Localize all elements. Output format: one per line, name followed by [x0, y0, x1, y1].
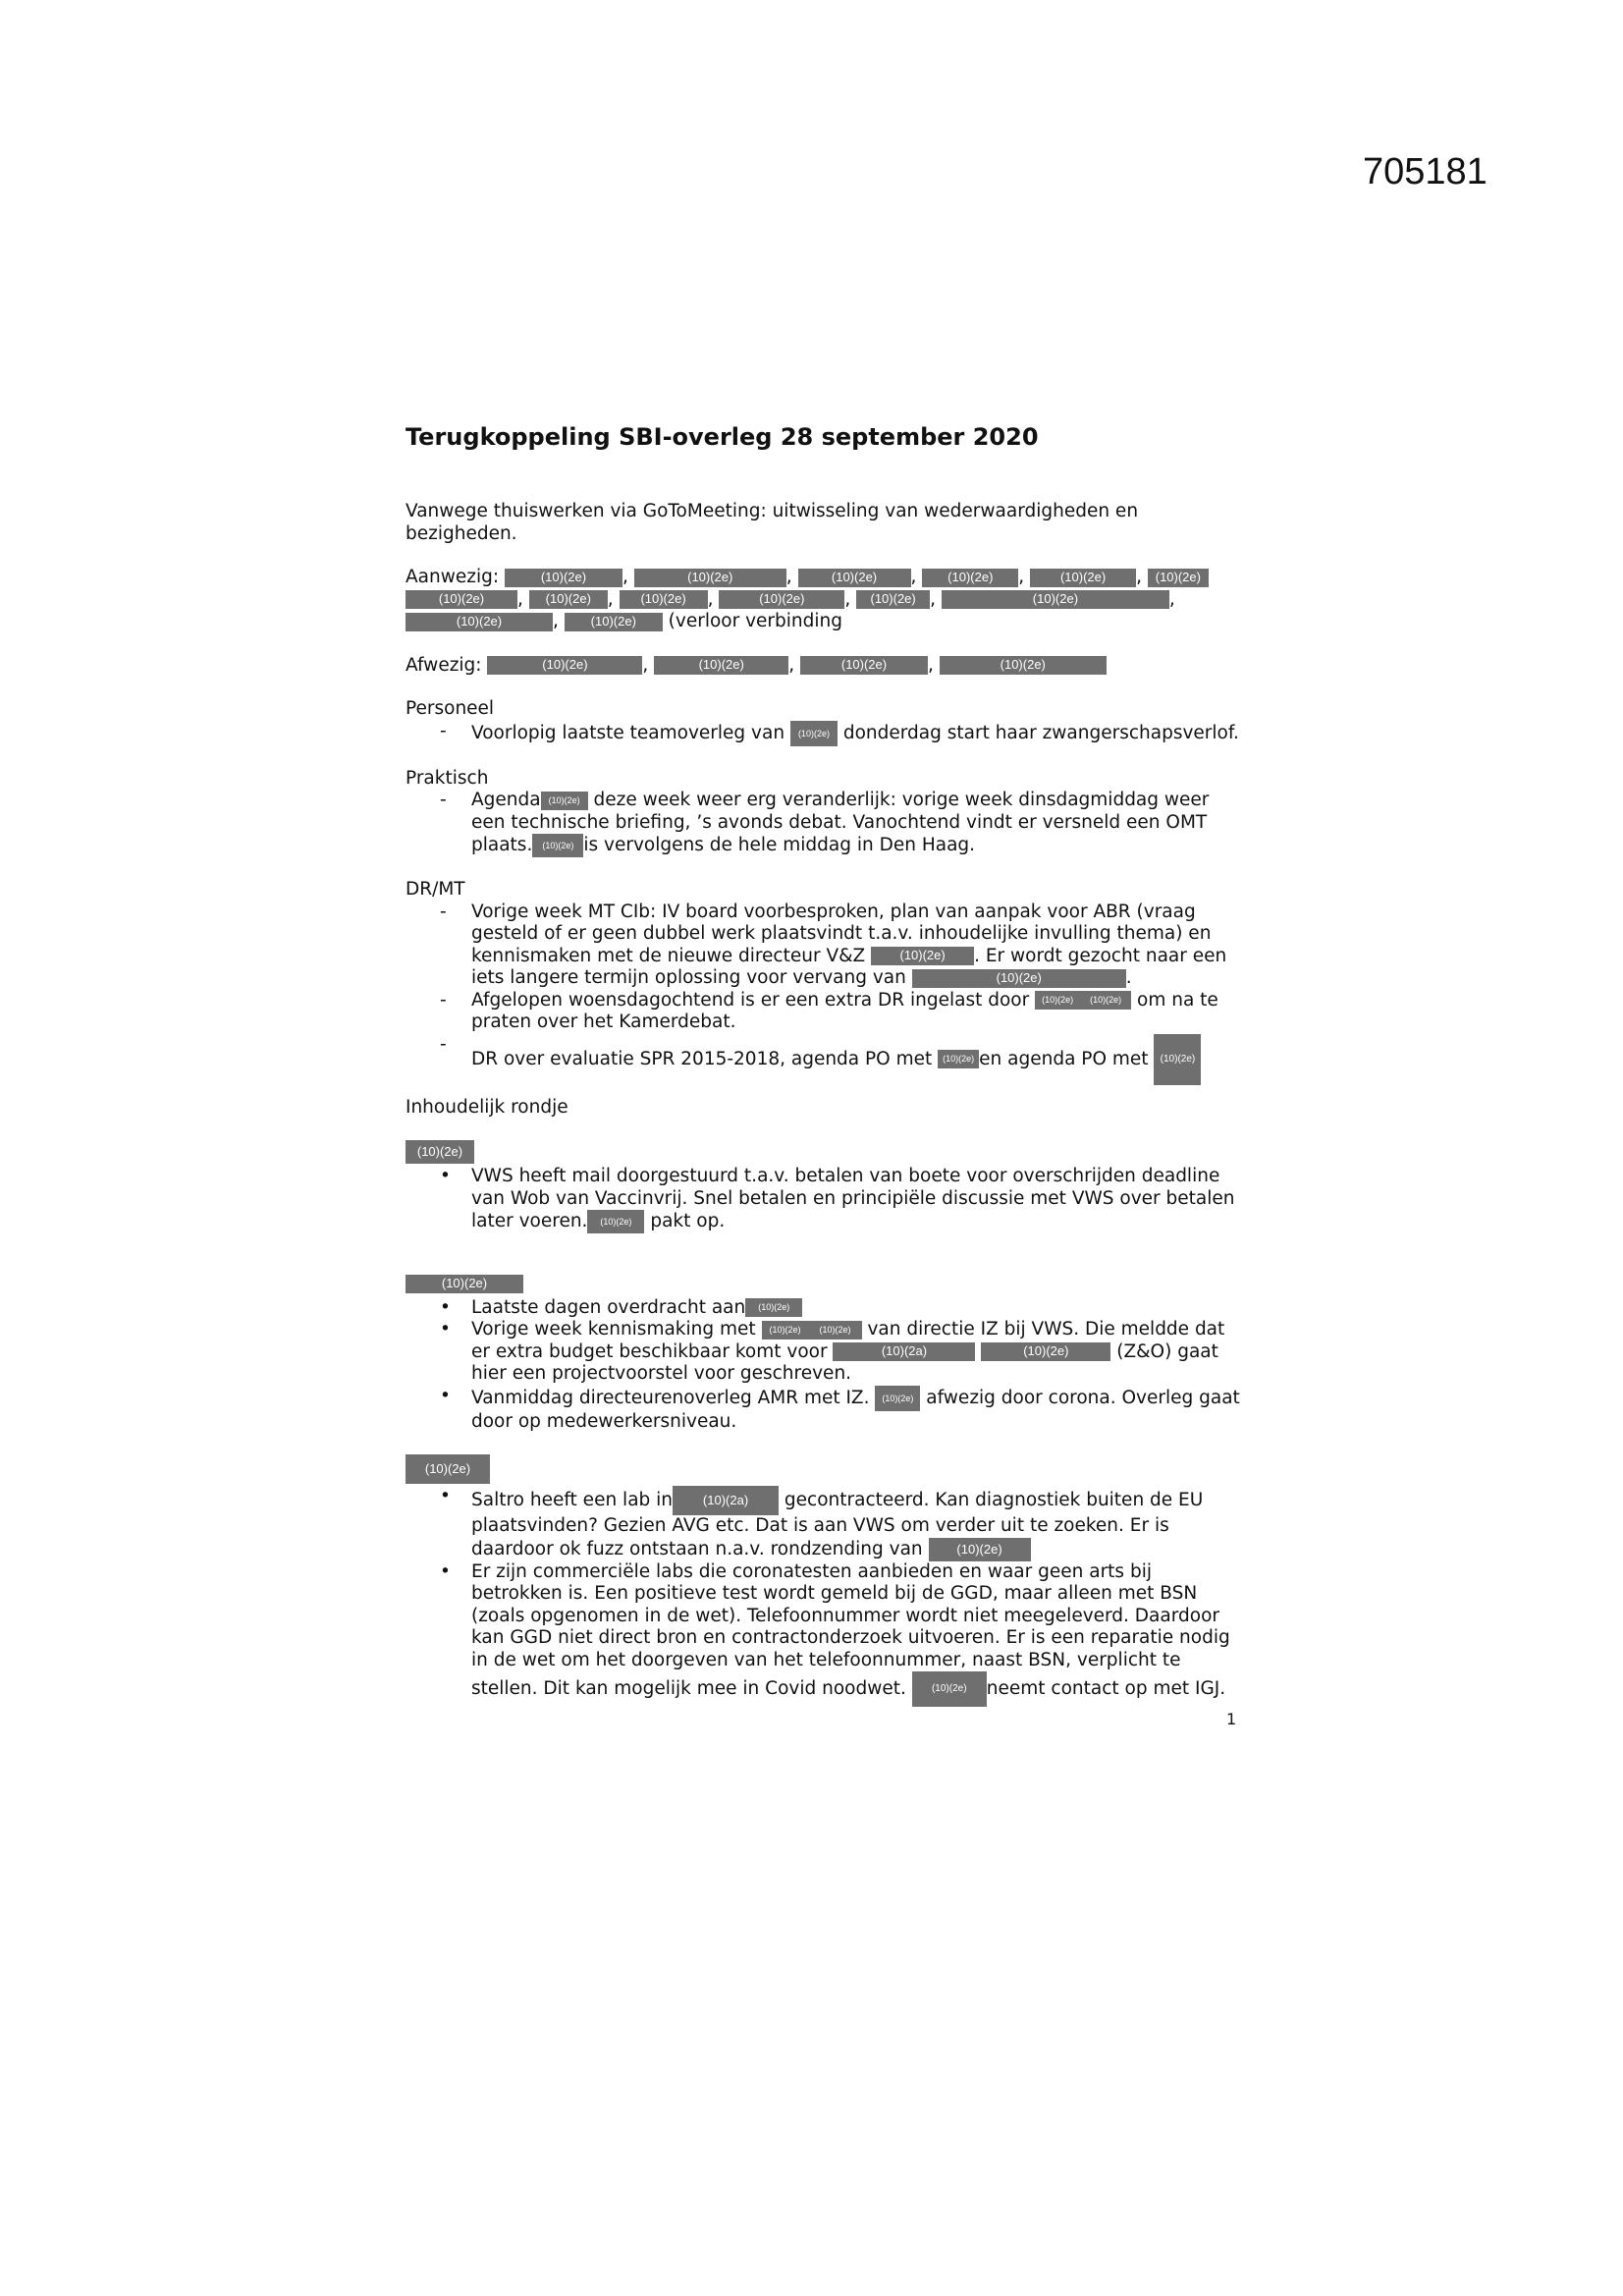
redaction-box: (10)(2e) [871, 947, 974, 965]
redaction-box: (10)(2e) [1080, 991, 1131, 1010]
subsection-2 [406, 1273, 1240, 1433]
redaction-box: (10)(2e) [487, 656, 642, 675]
subsection-2-list [406, 1297, 1240, 1434]
subsection-3-list [406, 1486, 1240, 1707]
redaction-box: (10)(2e) [505, 569, 622, 587]
page-number: 1 [1226, 1710, 1237, 1728]
list-item: • Saltro heeft een lab in (10)(2a) gecontracteerd. Kan diagnostiek buiten de EU plaatsvinden? Gezien AVG etc. Dat is aan VWS om verder uit te zoeken. Er is daardoor ok fuzz ontstaan n.a.v. rondzending van (10)(2e) [440, 1486, 1240, 1561]
list-item: - Voorlopig laatste teamoverleg van (10)(2e) donderdag start haar zwangerschapsverlof. [440, 721, 1240, 746]
redaction-box: (10)(2e) [940, 656, 1107, 675]
redaction-box: (10)(2a) [673, 1486, 779, 1515]
list-item: • Vanmiddag directeurenoverleg AMR met IZ. (10)(2e) afwezig door corona. Overleg gaat door op medewerkersniveau. [440, 1386, 1240, 1434]
redaction-box: (10)(2e) [790, 721, 838, 746]
attendance-absent: Afwezig: (10)(2e) , (10)(2e) , (10)(2e) , (10)(2e) [406, 655, 1240, 678]
section-heading-inhoudelijk: Inhoudelijk rondje [406, 1096, 568, 1118]
document-number: 705181 [1363, 151, 1488, 192]
redaction-box: (10)(2e) [912, 1671, 987, 1707]
redaction-box: (10)(2e) [922, 569, 1018, 587]
redaction-box: (10)(2e) [929, 1538, 1031, 1561]
redaction-box: (10)(2e) [1035, 991, 1080, 1010]
redaction-box: (10)(2e) [541, 792, 588, 810]
redaction-box: (10)(2e) [406, 613, 553, 631]
list-item: - DR over evaluatie SPR 2015-2018, agenda PO met (10)(2e) en agenda PO met (10)(2e) [440, 1034, 1240, 1085]
subsection-1-list [406, 1166, 1240, 1233]
document-title: Terugkoppeling SBI-overleg 28 september 2020 [406, 423, 1039, 451]
redaction-box: (10)(2e) [1148, 569, 1209, 587]
redaction-box: (10)(2e) [634, 569, 786, 587]
redaction-box: (10)(2e) [532, 834, 583, 857]
redaction-box: (10)(2e) [809, 1321, 862, 1339]
redaction-box: (10)(2e) [1154, 1034, 1201, 1085]
personeel-list [406, 721, 1240, 746]
redaction-box: (10)(2e) [798, 569, 911, 587]
redaction-box: (10)(2e) [565, 613, 663, 631]
redaction-box: (10)(2e) [745, 1298, 802, 1317]
redaction-box: (10)(2e) [406, 1140, 474, 1164]
redaction-box: (10)(2e) [762, 1321, 809, 1339]
redaction-box: (10)(2e) [912, 969, 1126, 988]
list-item: - Afgelopen woensdagochtend is er een extra DR ingelast door (10)(2e) (10)(2e) om na te praten over het Kamerdebat. [440, 990, 1240, 1034]
list-item: • Vorige week kennismaking met (10)(2e) (10)(2e) van directie IZ bij VWS. Die meldde dat er extra budget beschikbaar komt voor (10)(2a) (10)(2e) (Z&O) gaat hier een projectvoorstel voor geschreven. [440, 1319, 1240, 1386]
redaction-box: (10)(2e) [856, 590, 930, 609]
present-label: Aanwezig: [406, 567, 500, 587]
redaction-box: (10)(2e) [719, 590, 844, 609]
redaction-box: (10)(2a) [833, 1342, 975, 1361]
list-item: • Er zijn commerciële labs die coronatesten aanbieden en waar geen arts bij betrokken is. Een positieve test wordt gemeld bij de GGD, maar alleen met BSN (zoals opgenomen in de wet). Telefoonnummer wordt niet meegeleverd. Daardoor kan GGD niet direct bron en contractonderzoek uitvoeren. Er is een reparatie nodig in de wet om het doorgeven van het telefoonnummer, naast BSN, verplicht te stellen. Dit kan mogelijk mee in Covid noodwet. (10)(2e) neemt contact op met IGJ. [440, 1561, 1240, 1708]
redaction-box: (10)(2e) [938, 1050, 979, 1068]
redaction-box: (10)(2e) [981, 1342, 1110, 1361]
drmt-list [406, 902, 1240, 1085]
lost-connection-note: (verloor verbinding [668, 611, 842, 631]
list-item: • VWS heeft mail doorgestuurd t.a.v. betalen van boete voor overschrijden deadline van Wob van Vaccinvrij. Snel betalen en principiële discussie met VWS over betalen later voeren. (10)(2e) pakt op. [440, 1166, 1240, 1233]
section-heading-praktisch: Praktisch [406, 767, 489, 789]
praktisch-list [406, 790, 1240, 857]
document-body [406, 422, 1240, 1707]
redaction-box: (10)(2e) [529, 590, 608, 609]
redaction-box: (10)(2e) [406, 1454, 490, 1484]
list-item: - Agenda (10)(2e) deze week weer erg veranderlijk: vorige week dinsdagmiddag weer een technische briefing, ’s avonds debat. Vanochtend vindt er versneld een OMT plaats. (10)(2e) is vervolgens de hele middag in Den Haag. [440, 790, 1240, 857]
subsection-1 [406, 1140, 1240, 1233]
section-heading-personeel: Personeel [406, 698, 495, 719]
redaction-box: (10)(2e) [875, 1386, 920, 1411]
intro-text: Vanwege thuiswerken via GoToMeeting: uitwisseling van wederwaardigheden en bezigheden. [406, 501, 1139, 544]
subsection-3 [406, 1454, 1240, 1707]
attendance-present: Aanwezig: (10)(2e) , (10)(2e) , (10)(2e) , (10)(2e) , (10)(2e) , (10)(2e) (10)(2e) , (10)(2e) , (10)(2e) , (10)(2e) , (10)(2e) , (10)(2e) , (10)(2e) , (10)(2e) (verloor verbinding [406, 567, 1240, 633]
redaction-box: (10)(2e) [406, 1275, 523, 1293]
redaction-box: (10)(2e) [1030, 569, 1136, 587]
redaction-box: (10)(2e) [800, 656, 928, 675]
section-heading-drmt: DR/MT [406, 879, 465, 900]
redaction-box: (10)(2e) [406, 590, 517, 609]
list-item: • Laatste dagen overdracht aan (10)(2e) [440, 1297, 1240, 1320]
redaction-box: (10)(2e) [654, 656, 788, 675]
absent-label: Afwezig: [406, 654, 482, 676]
redaction-box: (10)(2e) [620, 590, 708, 609]
redaction-box: (10)(2e) [942, 590, 1169, 609]
list-item: - Vorige week MT CIb: IV board voorbesproken, plan van aanpak voor ABR (vraag gesteld of er geen dubbel werk plaatsvindt t.a.v. inhoudelijke invulling thema) en kennismaken met de nieuwe directeur V&Z (10)(2e) . Er wordt gezocht naar een iets langere termijn oplossing voor vervang van (10)(2e) . [440, 902, 1240, 990]
redaction-box: (10)(2e) [587, 1210, 644, 1233]
